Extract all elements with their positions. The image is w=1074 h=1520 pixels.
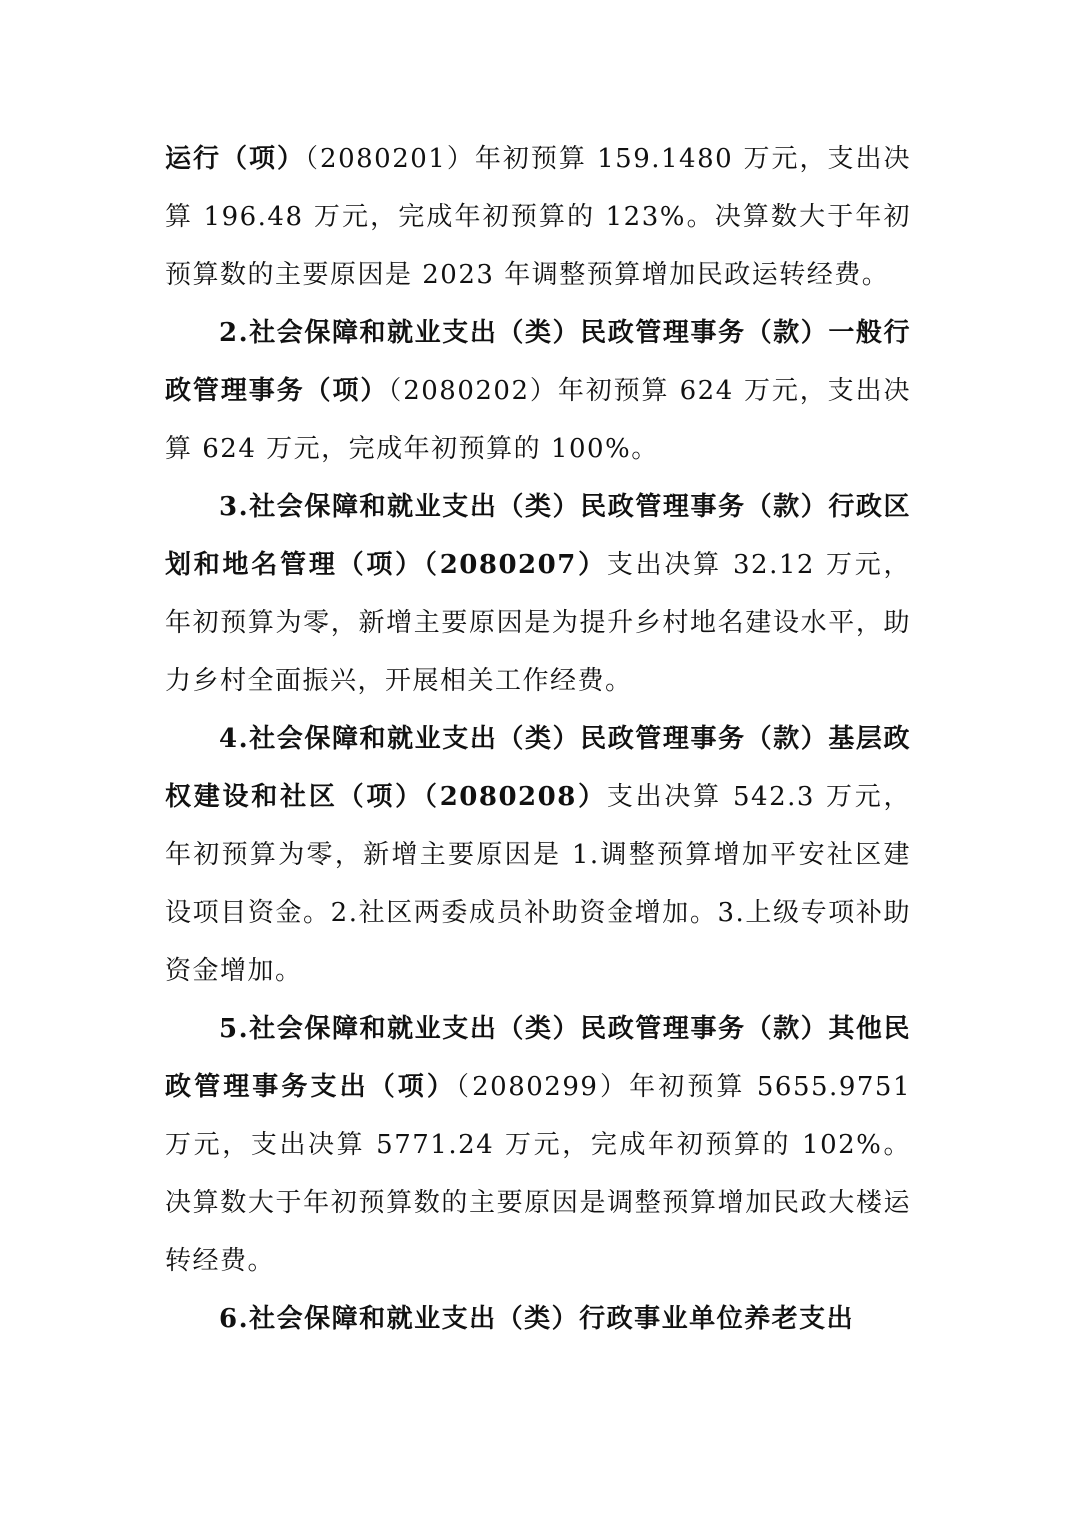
paragraph-3-heading: 3.社会保障和就业支出（类）民政管理事务（款）行政区划和地名管理（项）（2080207） [165,492,911,580]
paragraph-2-heading: 2.社会保障和就业支出（类）民政管理事务（款）一般行政管理事务（项） [165,318,911,406]
paragraph-3-text: 支出决算 32.12 万元，年初预算为零，新增主要原因是为提升乡村地名建设水平，助力乡村全面振兴，开展相关工作经费。 [165,550,911,696]
paragraph-6 [165,1290,911,1348]
paragraph-1 [165,130,911,304]
paragraph-5-text: （2080299）年初预算 5655.9751 万元，支出决算 5771.24 万元，完成年初预算的 102%。决算数大于年初预算数的主要原因是调整预算增加民政大楼运转经费。 [165,1072,911,1276]
paragraph-1-heading: 运行（项） [165,144,306,174]
document-page [165,130,911,1348]
paragraph-6-heading: 6.社会保障和就业支出（类）行政事业单位养老支出 [219,1304,855,1334]
paragraph-4-text: 支出决算 542.3 万元，年初预算为零，新增主要原因是 1.调整预算增加平安社区建设项目资金。2.社区两委成员补助资金增加。3.上级专项补助资金增加。 [165,782,911,986]
paragraph-3 [165,478,911,710]
paragraph-1-text: （2080201）年初预算 159.1480 万元，支出决算 196.48 万元，完成年初预算的 123%。决算数大于年初预算数的主要原因是 2023 年调整预算增加民政运转经费。 [165,144,911,290]
paragraph-4 [165,710,911,1000]
paragraph-2 [165,304,911,478]
paragraph-5 [165,1000,911,1290]
paragraph-5-heading: 5.社会保障和就业支出（类）民政管理事务（款）其他民政管理事务支出（项） [165,1014,911,1102]
paragraph-4-heading: 4.社会保障和就业支出（类）民政管理事务（款）基层政权建设和社区（项）（2080208） [165,724,911,812]
paragraph-2-text: （2080202）年初预算 624 万元，支出决算 624 万元，完成年初预算的 100%。 [165,376,911,464]
